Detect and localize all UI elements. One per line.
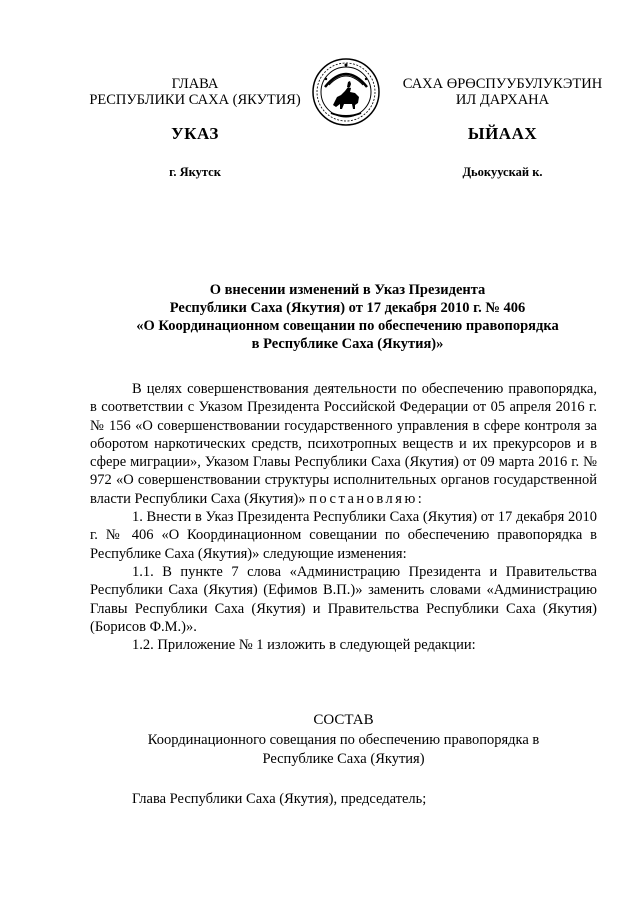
composition-line2: Республике Саха (Якутия) bbox=[262, 750, 425, 767]
issuer-sakha bbox=[400, 76, 605, 108]
paragraph-preamble bbox=[90, 380, 597, 508]
member-chairman: Глава Республики Саха (Якутия), председатель; bbox=[132, 791, 427, 807]
composition-block bbox=[90, 711, 597, 768]
decree-body bbox=[90, 380, 597, 654]
issuer-ru bbox=[80, 76, 310, 108]
composition-line1: Координационного совещания по обеспечению правопорядка в bbox=[147, 732, 540, 749]
issuer-ru-line2: РЕСПУБЛИКИ САХА (ЯКУТИЯ) bbox=[89, 92, 301, 108]
decree-title-line3: «О Координационном совещании по обеспечению правопорядка bbox=[136, 318, 559, 334]
issuer-sakha-line2: ИЛ ДАРХАНА bbox=[455, 92, 550, 108]
decree-title-line1: О внесении изменений в Указ Президента bbox=[209, 282, 486, 298]
composition-heading: СОСТАВ bbox=[313, 712, 374, 728]
decree-word: постановляю: bbox=[309, 490, 425, 507]
paragraph-item-1-1: 1.1. В пункте 7 слова «Администрацию Президента и Правительства Республики Саха (Якутия) (Ефимов В.П.)» заменить словами «Администрацию Главы Республики Саха (Якутия) и Правительства Республики Саха (Якутия) (Борисов Ф.М.)». bbox=[90, 563, 597, 635]
doc-type-ru: УКАЗ bbox=[171, 124, 219, 143]
city-sakha: Дьокуускай к. bbox=[462, 165, 543, 179]
paragraph-item-1: 1. Внести в Указ Президента Республики Саха (Якутия) от 17 декабря 2010 г. № 406 «О Координационном совещании по обеспечению правопорядка в Республике Саха (Якутия)» следующие изменения: bbox=[90, 509, 597, 562]
city-ru: г. Якутск bbox=[169, 165, 221, 179]
decree-title-line4: в Республике Саха (Якутия)» bbox=[251, 336, 444, 352]
issuer-sakha-line1: САХА ӨРӨСПУУБУЛУКЭТИН bbox=[402, 76, 603, 92]
coat-of-arms-emblem bbox=[311, 57, 381, 127]
issuer-ru-line1: ГЛАВА bbox=[171, 76, 219, 92]
paragraph-item-1-2: 1.2. Приложение № 1 изложить в следующей редакции: bbox=[132, 637, 476, 654]
doc-type-sakha: ЫЙААХ bbox=[467, 124, 538, 143]
decree-title-line2: Республики Саха (Якутия) от 17 декабря 2010 г. № 406 bbox=[169, 300, 526, 316]
preamble-text: В целях совершенствования деятельности по обеспечению правопорядка, в соответствии с Указом Президента Российской Федерации от 05 апреля 2016 г. № 156 «О совершенствовании государственного управления в сфере контроля за оборотом наркотических средств, психотропных веществ и их прекурсоров и в сфере миграции», Указом Главы Республики Саха (Якутия) от 09 марта 2016 г. № 972 «О совершенствовании структуры исполнительных органов государственной власти Республики Саха (Якутия)» bbox=[90, 381, 597, 507]
decree-title bbox=[90, 281, 605, 353]
